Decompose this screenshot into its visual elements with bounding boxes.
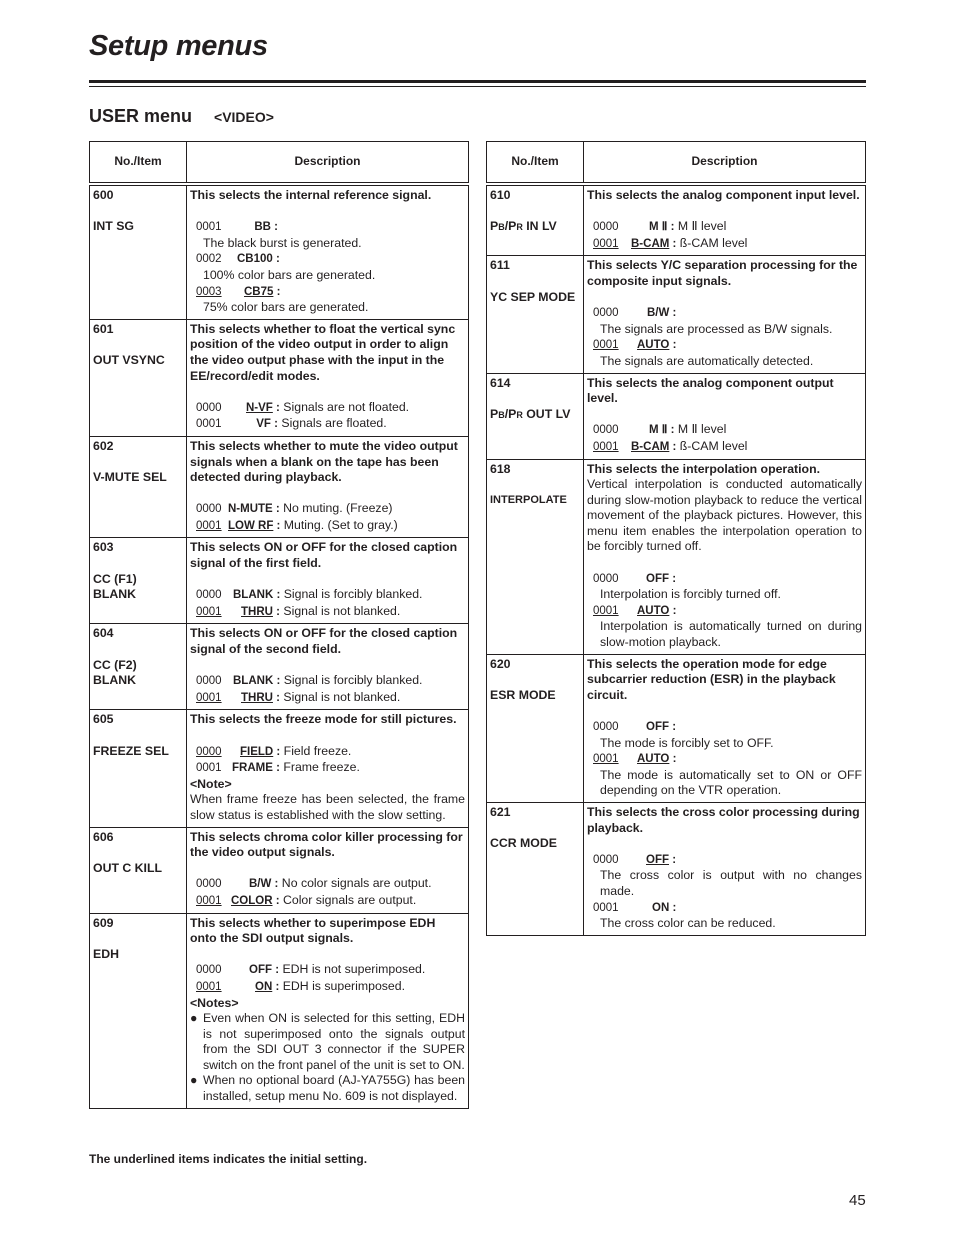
option-row <box>196 416 465 433</box>
option-row <box>593 571 862 588</box>
option-code: 0000 <box>196 878 222 891</box>
option-name: AUTO <box>637 604 670 617</box>
table-row-606 <box>90 827 469 913</box>
section-title: USER menu <box>89 106 193 126</box>
no-item-cell <box>487 256 584 373</box>
description-cell <box>187 624 469 710</box>
table-row-602 <box>90 436 469 538</box>
option-name: M Ⅱ : <box>649 424 675 437</box>
option-row <box>593 219 862 236</box>
option-colon: : <box>669 753 677 766</box>
option-description: Signal is forcibly blanked. <box>280 673 423 688</box>
table-row-620 <box>487 654 866 802</box>
description-cell <box>187 913 469 1108</box>
option-description: The signals are processed as B/W signals. <box>600 321 833 336</box>
menu-number: 618 <box>490 461 511 476</box>
option-name: N-MUTE : <box>228 503 280 516</box>
table-row-609 <box>90 913 469 1108</box>
description-lead: This selects whether to superimpose EDH onto the SDI output signals. <box>190 915 436 946</box>
page-number: 45 <box>849 1192 866 1209</box>
option-code: 0001 <box>593 901 619 914</box>
option-description: Signal is not blanked. <box>279 689 401 704</box>
menu-number: 609 <box>93 915 114 930</box>
option-colon: : <box>272 980 280 993</box>
option-description: Interpolation is automatically turned on during slow-motion playback. <box>600 619 862 650</box>
page-title: Setup menus <box>89 30 268 62</box>
note-bullet <box>190 1011 465 1073</box>
description-lead: This selects chroma color killer processing for the video output signals. <box>190 829 463 860</box>
option-row <box>196 587 465 604</box>
option-name: THRU <box>241 691 273 704</box>
menu-item-name: CC (F2) <box>93 657 137 672</box>
menu-item-name: INTERPOLATE <box>490 493 567 506</box>
option-description: Signals are not floated. <box>279 399 410 414</box>
option-name: FIELD <box>240 745 274 758</box>
no-item-cell <box>487 802 584 935</box>
description-lead: This selects the interpolation operation. <box>587 461 820 476</box>
option-description: 75% color bars are generated. <box>203 300 369 315</box>
option-name: VF : <box>256 418 278 431</box>
option-name: OFF : <box>249 964 280 977</box>
option-name: LOW RF <box>228 519 274 532</box>
description-lead: This selects the internal reference signal. <box>190 188 432 202</box>
option-description: The signals are automatically detected. <box>600 353 814 368</box>
option-description: 100% color bars are generated. <box>203 267 376 282</box>
option-name: CB75 <box>244 285 274 298</box>
description-lead: This selects the operation mode for edge subcarrier reduction (ESR) in the playback circuit. <box>587 656 836 702</box>
option-description: M Ⅱ level <box>674 219 727 234</box>
description-lead: This selects the analog component output level. <box>587 375 834 406</box>
column-header-description: Description <box>187 142 469 185</box>
option-code: 0000 <box>196 589 222 602</box>
description-cell <box>187 710 469 827</box>
option-row <box>196 744 465 761</box>
option-description: Field freeze. <box>280 743 352 758</box>
menu-number: 620 <box>490 656 511 671</box>
option-description: Signals are floated. <box>278 416 387 431</box>
menu-number: 600 <box>93 188 114 202</box>
option-name: CB100 : <box>237 253 280 266</box>
option-row <box>196 893 465 910</box>
option-name: BLANK : <box>233 675 281 688</box>
option-name: OFF : <box>646 572 677 585</box>
no-item-cell <box>90 436 187 538</box>
description-cell <box>584 184 866 256</box>
option-code: 0001 <box>196 221 222 234</box>
option-colon: : <box>272 605 280 618</box>
menu-item-name: ESR MODE <box>490 687 556 702</box>
option-description: No color signals are output. <box>278 876 432 891</box>
option-name: AUTO <box>637 339 670 352</box>
note-text: When frame freeze has been selected, the frame slow status is established with the slow setting. <box>190 792 465 822</box>
option-description: Color signals are output. <box>279 892 417 907</box>
section-heading <box>89 106 274 127</box>
option-code: 0001 <box>196 519 222 532</box>
no-item-cell <box>90 538 187 624</box>
no-item-cell <box>90 624 187 710</box>
no-item-cell <box>90 319 187 436</box>
option-row <box>593 337 862 354</box>
option-row <box>593 852 862 869</box>
title-rule <box>89 80 866 83</box>
menu-number: 611 <box>490 258 510 273</box>
option-name: OFF : <box>646 721 677 733</box>
description-lead: This selects ON or OFF for the closed caption signal of the first field. <box>190 540 458 571</box>
option-row <box>593 422 862 439</box>
table-row-611 <box>487 256 866 373</box>
table-row-610 <box>487 184 866 256</box>
option-description: The mode is automatically set to ON or OFF depending on the VTR operation. <box>600 767 862 798</box>
menu-item-name: YC SEP MODE <box>490 289 576 304</box>
section-subtitle: <VIDEO> <box>214 109 274 125</box>
option-name: BLANK : <box>233 589 281 602</box>
option-code: 0001 <box>593 604 619 617</box>
option-code: 0001 <box>196 605 222 618</box>
option-description: Interpolation is forcibly turned off. <box>600 587 781 602</box>
option-colon: : <box>273 519 281 532</box>
table-row-618 <box>487 459 866 654</box>
option-row <box>196 673 465 690</box>
item-part: OUT LV <box>522 406 571 421</box>
footnote: The underlined items indicates the initial setting. <box>89 1152 368 1166</box>
option-row <box>593 719 862 736</box>
option-name: B/W : <box>647 307 677 320</box>
menu-item-name: EDH <box>93 946 119 961</box>
menu-item-name: OUT C KILL <box>93 860 162 875</box>
menu-number: 610 <box>490 188 511 202</box>
description-cell <box>584 373 866 459</box>
menu-number: 621 <box>490 804 511 819</box>
option-row <box>196 518 465 535</box>
option-description: Frame freeze. <box>279 760 360 775</box>
description-lead: This selects the cross color processing during playback. <box>587 804 860 835</box>
description-cell <box>187 436 469 538</box>
option-description: Signal is not blanked. <box>279 603 401 618</box>
option-code: 0001 <box>593 237 619 250</box>
menu-item-name <box>490 407 580 424</box>
option-code: 0000 <box>593 721 619 733</box>
menu-item-name-line2: BLANK <box>93 587 137 602</box>
description-cell <box>187 827 469 913</box>
option-name: B-CAM <box>631 237 670 250</box>
option-row <box>196 501 465 518</box>
option-colon: : <box>272 401 280 414</box>
no-item-cell <box>487 654 584 802</box>
option-name: BB : <box>254 221 278 234</box>
description-cell <box>584 256 866 373</box>
option-description: Muting. (Set to gray.) <box>280 517 398 532</box>
no-item-cell <box>90 913 187 1108</box>
table-row-614 <box>487 373 866 459</box>
table-header-row <box>90 142 469 185</box>
option-description: The mode is forcibly set to OFF. <box>600 735 774 750</box>
item-subscript: R <box>516 222 523 233</box>
menu-item-name: INT SG <box>93 219 134 234</box>
item-subscript: B <box>498 409 505 420</box>
option-colon: : <box>669 237 677 250</box>
description-lead: This selects whether to float the vertical sync position of the video output in order to align the video output phase with the input in the EE/record/edit modes. <box>190 321 456 383</box>
description-lead: This selects Y/C separation processing for the composite input signals. <box>587 258 858 288</box>
description-cell <box>584 802 866 935</box>
spacer <box>587 555 862 571</box>
note-bullet-text: When no optional board (AJ-YA755G) has been installed, setup menu No. 609 is not displayed. <box>203 1073 465 1104</box>
option-code: 0001 <box>593 339 619 352</box>
option-row <box>593 305 862 322</box>
no-item-cell <box>487 373 584 459</box>
option-code: 0002 <box>196 253 222 266</box>
option-description: EDH is not superimposed. <box>279 962 426 977</box>
title-rule-thin <box>89 86 866 87</box>
option-row <box>196 690 465 707</box>
no-item-cell <box>90 710 187 827</box>
menu-item-name: CCR MODE <box>490 836 557 851</box>
option-code: 0000 <box>196 401 222 414</box>
option-description: Signal is forcibly blanked. <box>280 587 423 602</box>
option-row <box>196 400 465 417</box>
item-part: P <box>490 219 499 234</box>
option-colon: : <box>669 440 677 453</box>
bullet-icon: ● <box>190 1073 198 1088</box>
item-part: /P <box>504 406 517 421</box>
menu-number: 614 <box>490 375 511 390</box>
option-row <box>593 236 862 253</box>
option-description: The cross color is output with no changes made. <box>600 868 862 898</box>
option-code: 0000 <box>593 221 619 234</box>
note-heading: <Note> <box>190 776 232 791</box>
description-body: Vertical interpolation is conducted automatically during slow-motion playback to reduce the vertical movement of the playback pictures. However, this menu item enables the interpolation operation to be forcibly turned off. <box>587 477 862 554</box>
description-cell <box>187 184 469 319</box>
option-row <box>196 604 465 621</box>
description-lead: This selects the analog component input level. <box>587 188 860 202</box>
table-row-605 <box>90 710 469 827</box>
option-name: COLOR <box>231 894 273 907</box>
description-cell <box>187 319 469 436</box>
option-code: 0000 <box>593 424 619 437</box>
menu-number: 603 <box>93 540 114 555</box>
table-row-604 <box>90 624 469 710</box>
item-part: P <box>490 406 499 421</box>
option-name: B/W : <box>249 878 279 891</box>
option-code: 0001 <box>196 980 222 993</box>
option-description: The cross color can be reduced. <box>600 916 776 931</box>
option-row <box>593 900 862 917</box>
option-code: 0000 <box>196 964 222 977</box>
description-cell <box>584 654 866 802</box>
option-name: ON : <box>652 901 677 914</box>
table-row-603 <box>90 538 469 624</box>
menu-item-name: CC (F1) <box>93 571 137 586</box>
table-header-row <box>487 142 866 185</box>
option-name: N-VF <box>246 401 273 414</box>
no-item-cell <box>487 459 584 654</box>
table-row-621 <box>487 802 866 935</box>
table-row-600 <box>90 184 469 319</box>
option-code: 0001 <box>196 691 222 704</box>
option-row <box>593 439 862 456</box>
option-row <box>196 219 465 236</box>
option-colon: : <box>669 853 677 866</box>
description-lead: This selects the freeze mode for still pictures. <box>190 712 457 727</box>
option-name: B-CAM <box>631 440 670 453</box>
option-description: ß-CAM level <box>676 235 748 250</box>
option-row <box>196 876 465 893</box>
option-name: OFF <box>646 853 669 866</box>
no-item-cell <box>487 184 584 256</box>
description-cell <box>187 538 469 624</box>
menu-number: 605 <box>93 712 114 727</box>
option-code: 0001 <box>196 762 222 775</box>
menu-number: 604 <box>93 626 114 641</box>
option-code: 0001 <box>593 440 619 453</box>
option-row <box>196 979 465 996</box>
column-header-no-item: No./Item <box>487 142 584 185</box>
option-name: M Ⅱ : <box>649 221 675 234</box>
no-item-cell <box>90 827 187 913</box>
option-code: 0001 <box>196 418 222 431</box>
description-lead: This selects ON or OFF for the closed caption signal of the second field. <box>190 626 458 657</box>
option-row <box>196 962 465 979</box>
option-code: 0003 <box>196 285 222 298</box>
item-part: /P <box>504 219 517 234</box>
notes-heading: <Notes> <box>190 995 239 1010</box>
option-code: 0000 <box>196 675 222 688</box>
description-lead: This selects whether to mute the video output signals when a blank on the tape has been detected during playback. <box>190 438 458 485</box>
option-code: 0000 <box>593 307 619 320</box>
menu-table-left <box>89 141 469 1109</box>
option-code: 0001 <box>593 753 619 766</box>
menu-number: 602 <box>93 438 114 453</box>
note-bullet-text: Even when ON is selected for this setting, EDH is not superimposed onto the signals output from the SDI OUT 3 connector if the SUPER switch on the front panel of the unit is set to ON. <box>203 1011 465 1072</box>
menu-item-name <box>490 219 580 236</box>
menu-table-right <box>486 141 866 936</box>
option-colon: : <box>669 604 677 617</box>
option-description: ß-CAM level <box>676 438 748 453</box>
table-row-601 <box>90 319 469 436</box>
item-part: IN LV <box>522 219 557 234</box>
option-colon: : <box>272 691 280 704</box>
option-colon: : <box>272 894 280 907</box>
option-row <box>196 251 465 268</box>
option-description: The black burst is generated. <box>203 235 362 250</box>
menu-item-name: FREEZE SEL <box>93 743 169 758</box>
menu-item-name: V-MUTE SEL <box>93 470 167 485</box>
option-name: THRU <box>241 605 273 618</box>
column-header-no-item: No./Item <box>90 142 187 185</box>
option-name: AUTO <box>637 753 670 766</box>
column-header-description: Description <box>584 142 866 185</box>
option-name: ON <box>255 980 273 993</box>
option-description: EDH is superimposed. <box>279 978 406 993</box>
item-subscript: B <box>498 222 505 233</box>
description-cell <box>584 459 866 654</box>
menu-item-name: OUT VSYNC <box>93 352 165 367</box>
bullet-icon: ● <box>190 1011 198 1026</box>
option-colon: : <box>273 285 281 298</box>
menu-item-name-line2: BLANK <box>93 673 137 688</box>
option-colon: : <box>669 339 677 352</box>
item-subscript: R <box>516 409 523 420</box>
option-row <box>593 603 862 620</box>
option-code: 0000 <box>196 503 222 516</box>
no-item-cell <box>90 184 187 319</box>
note-bullet <box>190 1073 465 1104</box>
menu-number: 601 <box>93 321 114 336</box>
option-code: 0000 <box>196 745 222 758</box>
option-row <box>196 760 465 777</box>
option-row <box>196 284 465 301</box>
option-code: 0001 <box>196 894 222 907</box>
option-code: 0000 <box>593 572 619 585</box>
option-description: M Ⅱ level <box>674 422 727 437</box>
menu-number: 606 <box>93 829 114 844</box>
option-code: 0000 <box>593 853 619 866</box>
option-row <box>593 751 862 768</box>
option-colon: : <box>273 745 281 758</box>
option-description: No muting. (Freeze) <box>279 501 393 516</box>
option-name: FRAME : <box>232 762 280 775</box>
